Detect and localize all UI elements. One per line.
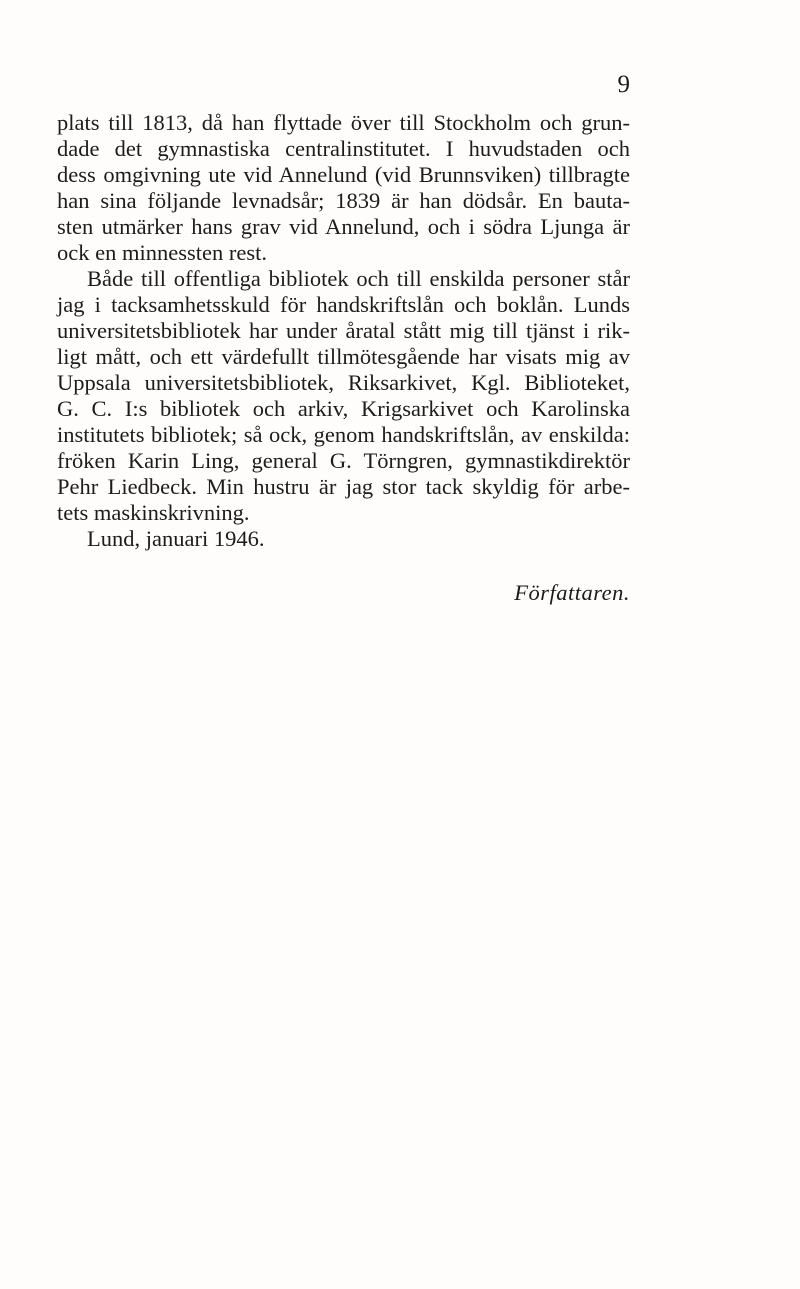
text-line: dade det gymnastiska centralinstitutet. I huvudstaden och (57, 136, 630, 161)
text-line: fröken Karin Ling, general G. Törngren, gymnastikdirektör (57, 448, 630, 473)
text-line: jag i tacksamhetsskuld för handskriftslån och boklån. Lunds (57, 292, 630, 317)
dateline: Lund, januari 1946. (87, 526, 265, 551)
text-line: institutets bibliotek; så ock, genom handskriftslån, av enskilda: (57, 422, 630, 447)
page-number: 9 (617, 71, 630, 98)
author-signature: Författaren. (514, 580, 630, 605)
text-line: Både till offentliga bibliotek och till enskilda personer står (87, 266, 630, 291)
body-text (57, 110, 630, 552)
text-line: universitetsbibliotek har under åratal stått mig till tjänst i rik- (57, 318, 630, 343)
text-line: Pehr Liedbeck. Min hustru är jag stor tack skyldig för arbe- (57, 474, 630, 499)
text-line: ligt mått, och ett värdefullt tillmötesgående har visats mig av (57, 344, 630, 369)
text-line: Uppsala universitetsbibliotek, Riksarkivet, Kgl. Biblioteket, (57, 370, 630, 395)
text-line: tets maskinskrivning. (57, 500, 250, 525)
text-line: han sina följande levnadsår; 1839 är han dödsår. En bauta- (57, 188, 630, 213)
text-line: sten utmärker hans grav vid Annelund, och i södra Ljunga är (57, 214, 630, 239)
text-line: ock en minnessten rest. (57, 240, 267, 265)
text-line: dess omgivning ute vid Annelund (vid Brunnsviken) tillbragte (57, 162, 630, 187)
text-line: G. C. I:s bibliotek och arkiv, Krigsarkivet och Karolinska (57, 396, 630, 421)
text-line: plats till 1813, då han flyttade över till Stockholm och grun- (57, 110, 630, 135)
